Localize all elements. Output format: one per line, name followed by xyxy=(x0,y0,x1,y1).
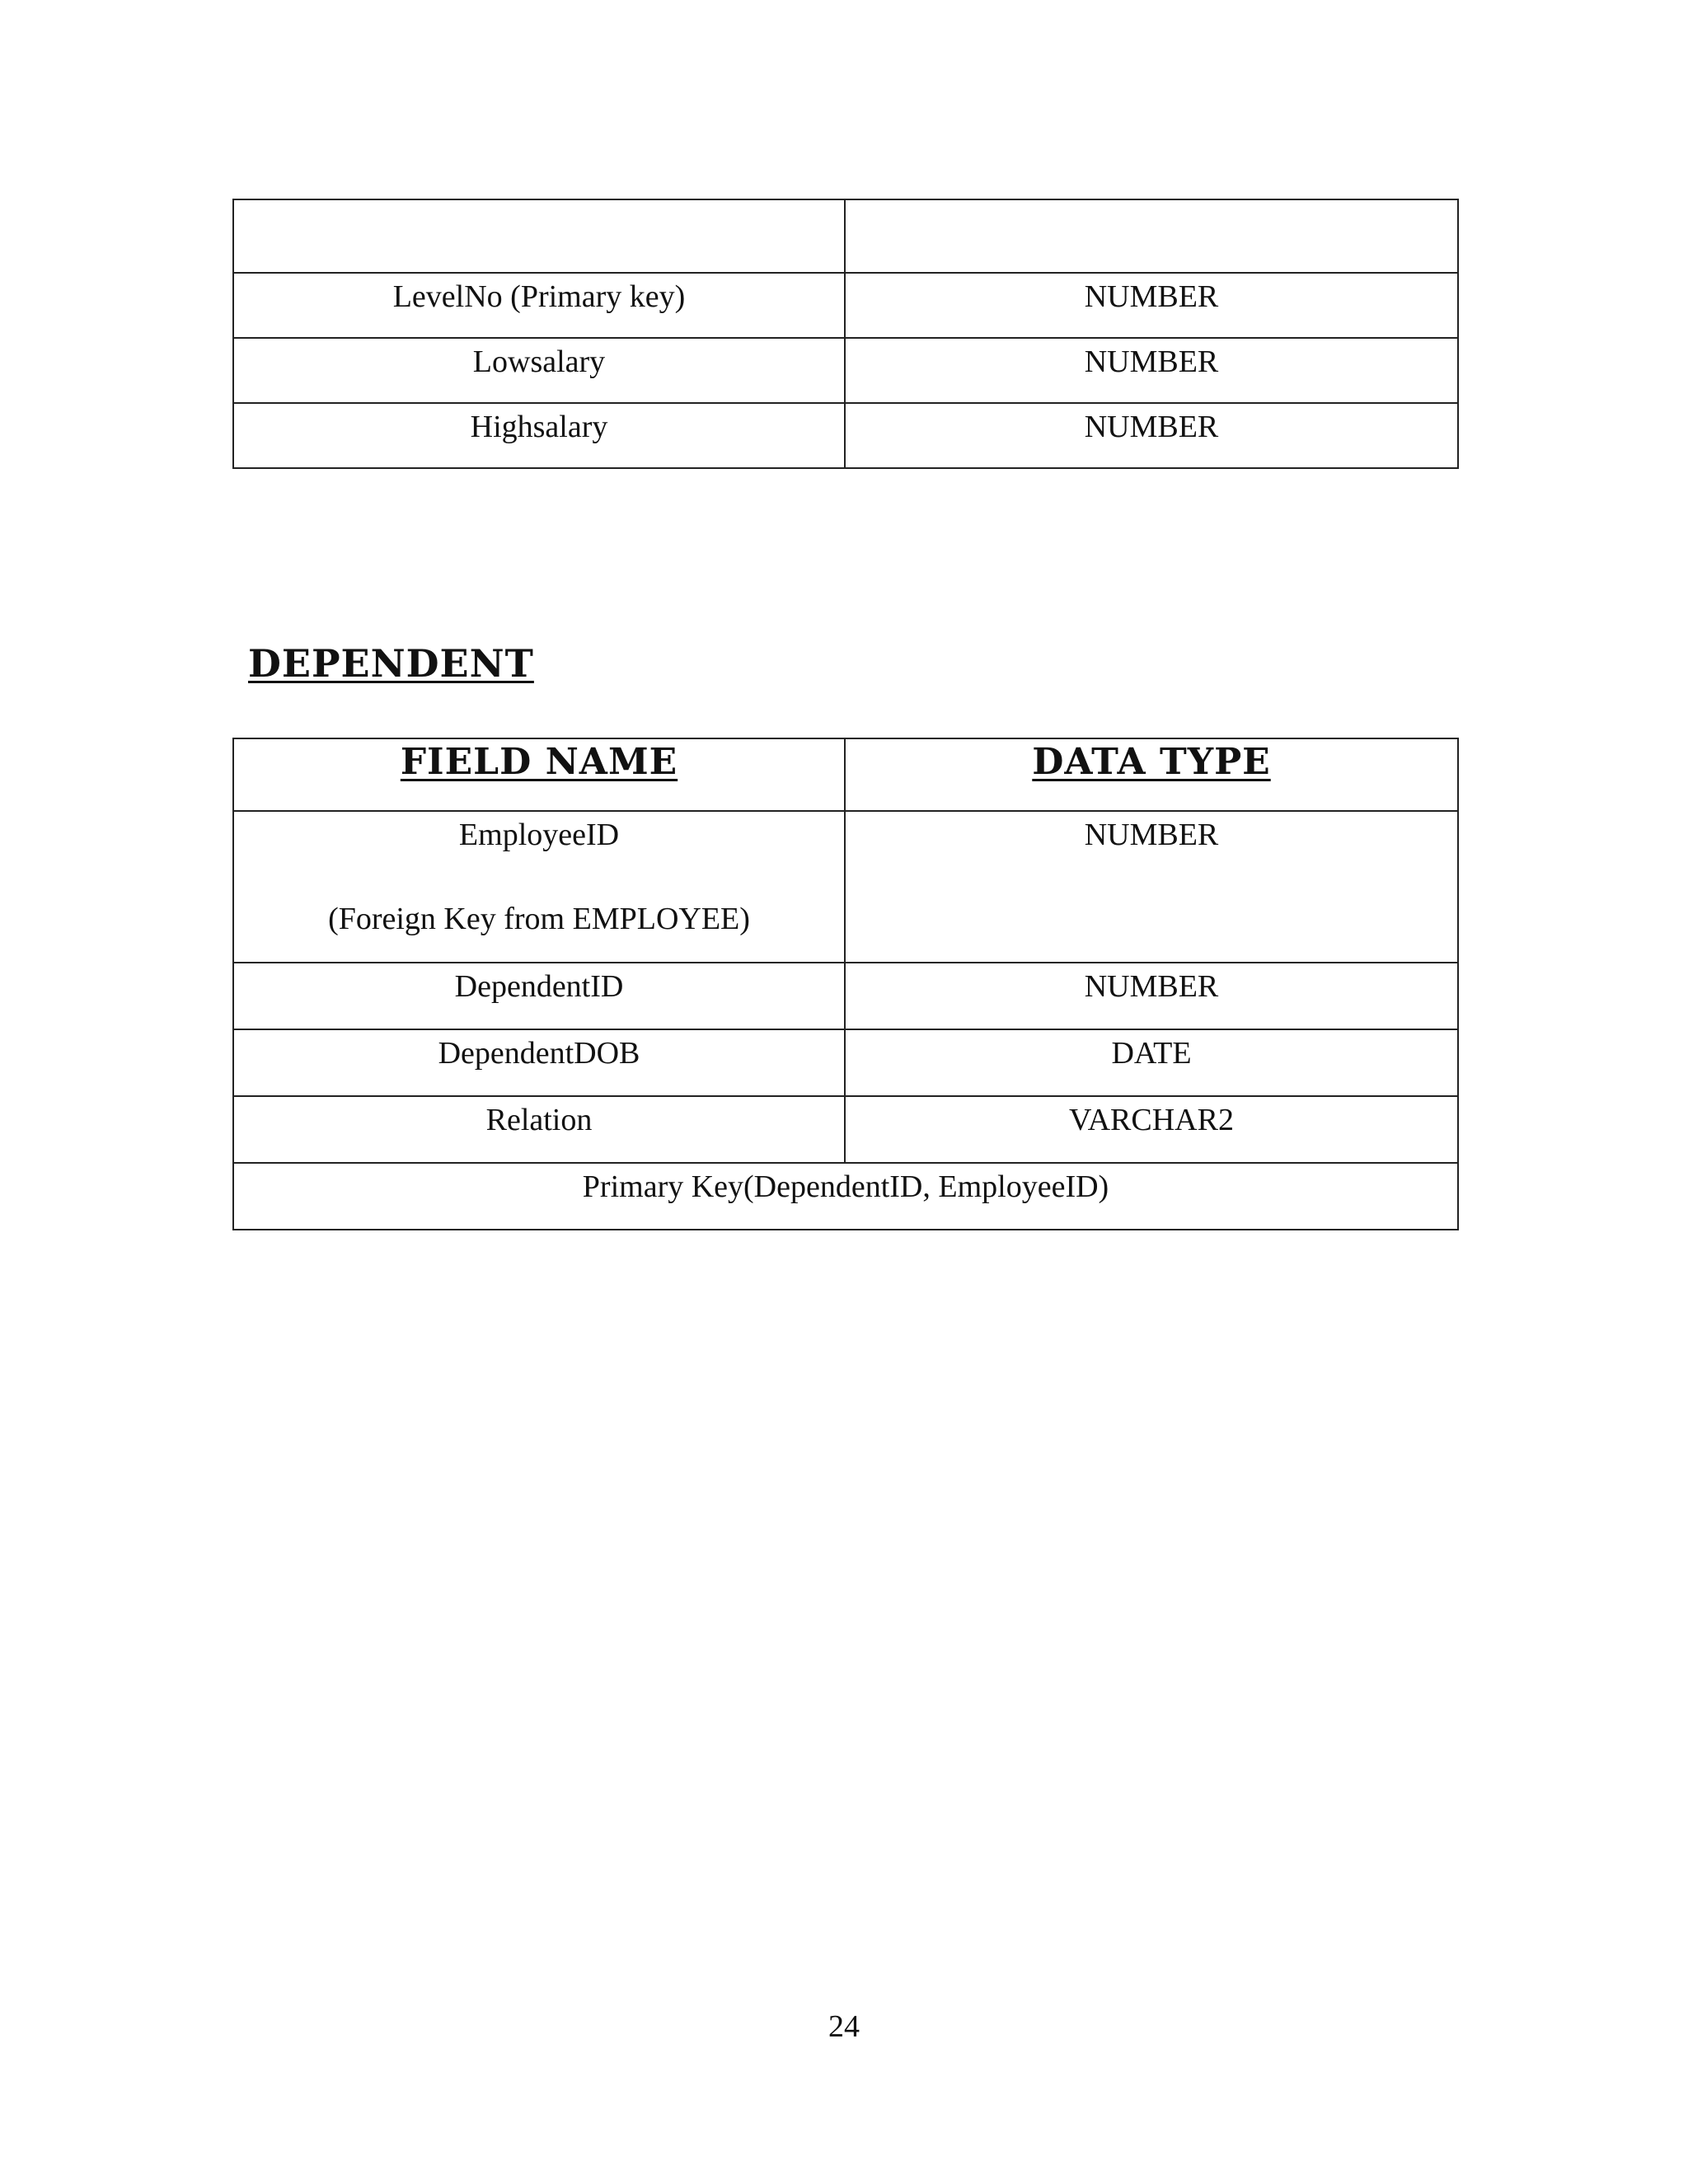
header-cell-type xyxy=(845,738,1458,811)
table-row xyxy=(233,963,1458,1029)
primary-key-note: Primary Key(DependentID, EmployeeID) xyxy=(233,1163,1458,1230)
header-cell-field xyxy=(233,738,845,811)
field-name-cell: Highsalary xyxy=(233,403,845,468)
table-header-row xyxy=(233,738,1458,811)
table-row xyxy=(233,338,1458,403)
data-type-cell: VARCHAR2 xyxy=(845,1096,1458,1163)
table-row xyxy=(233,811,1458,963)
table-row xyxy=(233,1096,1458,1163)
page-number: 24 xyxy=(828,2009,860,2044)
field-name: EmployeeID xyxy=(458,818,620,852)
table-row xyxy=(233,403,1458,468)
data-type-cell: NUMBER xyxy=(845,273,1458,338)
table-header-row xyxy=(233,199,1458,273)
field-name-cell: Relation xyxy=(233,1096,845,1163)
dependent-table xyxy=(232,738,1459,1230)
table-row xyxy=(233,1029,1458,1096)
data-type-cell: DATE xyxy=(845,1029,1458,1096)
field-name-cell: LevelNo (Primary key) xyxy=(233,273,845,338)
header-field-label: FIELD NAME xyxy=(400,741,678,783)
section-heading-dependent: DEPENDENT xyxy=(248,641,534,686)
header-cell-type xyxy=(845,199,1458,273)
field-name-cell: DependentID xyxy=(233,963,845,1029)
data-type-cell: NUMBER xyxy=(845,963,1458,1029)
header-cell-field xyxy=(233,199,845,273)
field-note: (Foreign Key from EMPLOYEE) xyxy=(328,902,750,936)
header-type-label: DATA TYPE xyxy=(1032,741,1271,783)
field-name-cell: DependentDOB xyxy=(233,1029,845,1096)
data-type-cell: NUMBER xyxy=(845,811,1458,963)
table-footer-row xyxy=(233,1163,1458,1230)
data-type-cell: NUMBER xyxy=(845,338,1458,403)
data-type-cell: NUMBER xyxy=(845,403,1458,468)
field-name-cell xyxy=(233,811,845,963)
field-name-cell: Lowsalary xyxy=(233,338,845,403)
table-row xyxy=(233,273,1458,338)
salary-level-table xyxy=(232,199,1459,469)
